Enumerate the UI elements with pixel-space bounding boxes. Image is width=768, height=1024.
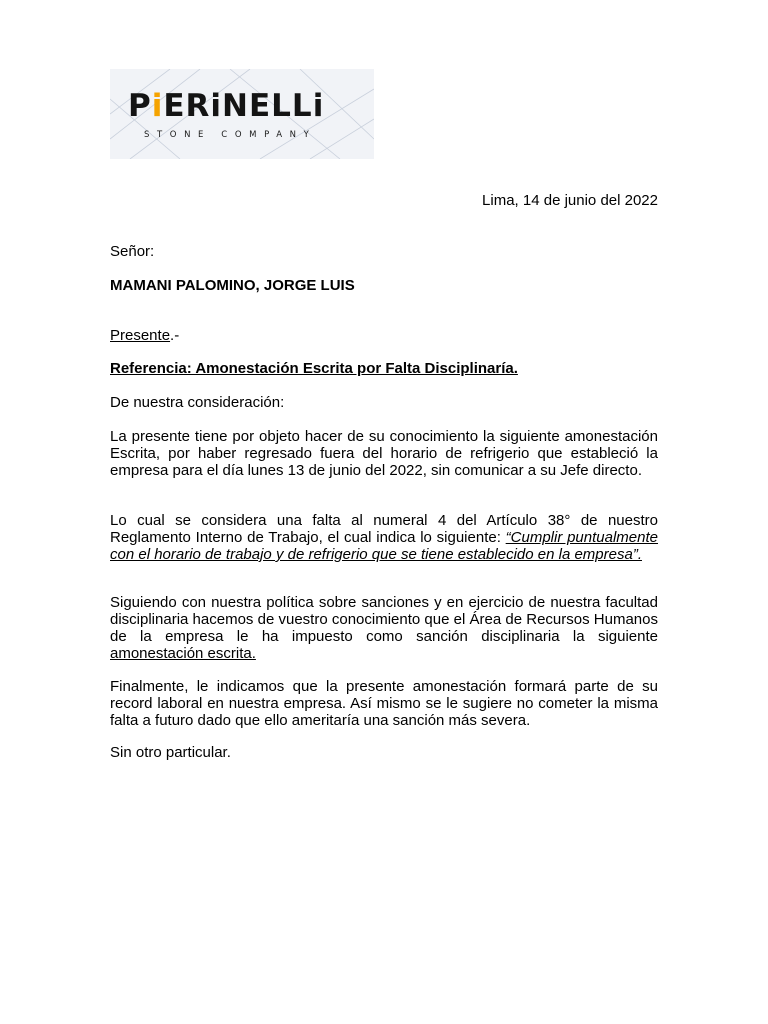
- sanction-type: amonestación escrita.: [110, 645, 256, 662]
- logo-wordmark: PiERiNELLi: [128, 88, 325, 124]
- reference-line: Referencia: Amonestación Escrita por Falta Disciplinaría.: [110, 360, 518, 377]
- company-logo: [110, 69, 374, 159]
- regulation-quote: “Cumplir puntualmente con el horario de trabajo y de refrigerio que se tiene establecido en la empresa”.: [110, 529, 658, 563]
- recipient-name: MAMANI PALOMINO, JORGE LUIS: [110, 277, 355, 294]
- paragraph-2: [110, 512, 658, 563]
- paragraph-1: La presente tiene por objeto hacer de su conocimiento la siguiente amonestación Escrita, por haber regresado fuera del horario de refrigerio que estableció la empresa para el día lunes 13 de junio del 2022, sin comunicar a su Jefe directo.: [110, 428, 658, 479]
- presente-suffix: .-: [170, 327, 180, 344]
- closing-line: Sin otro particular.: [110, 744, 231, 761]
- paragraph-3-intro: Siguiendo con nuestra política sobre sanciones y en ejercicio de nuestra facultad disciplinaria hacemos de vuestro conocimiento que el Área de Recursos Humanos de la empresa le ha impuesto como sanción disciplinaria la siguiente: [110, 594, 658, 645]
- paragraph-4: Finalmente, le indicamos que la presente amonestación formará parte de su record laboral en nuestra empresa. Así mismo se le sugiere no cometer la misma falta a futuro dado que ello ameritaría una sanción más severa.: [110, 678, 658, 729]
- salutation: De nuestra consideración:: [110, 394, 285, 411]
- paragraph-3: [110, 594, 658, 662]
- paragraph-2-intro: Lo cual se considera una falta al numeral 4 del Artículo 38° de nuestro Reglamento Interno de Trabajo, el cual indica lo siguiente:: [110, 512, 658, 546]
- presente-word: Presente: [110, 327, 171, 344]
- presente-line: [110, 327, 658, 344]
- logo-subtitle: STONE COMPANY: [144, 130, 317, 140]
- letter-date: Lima, 14 de junio del 2022: [482, 192, 658, 209]
- greeting: Señor:: [110, 243, 155, 260]
